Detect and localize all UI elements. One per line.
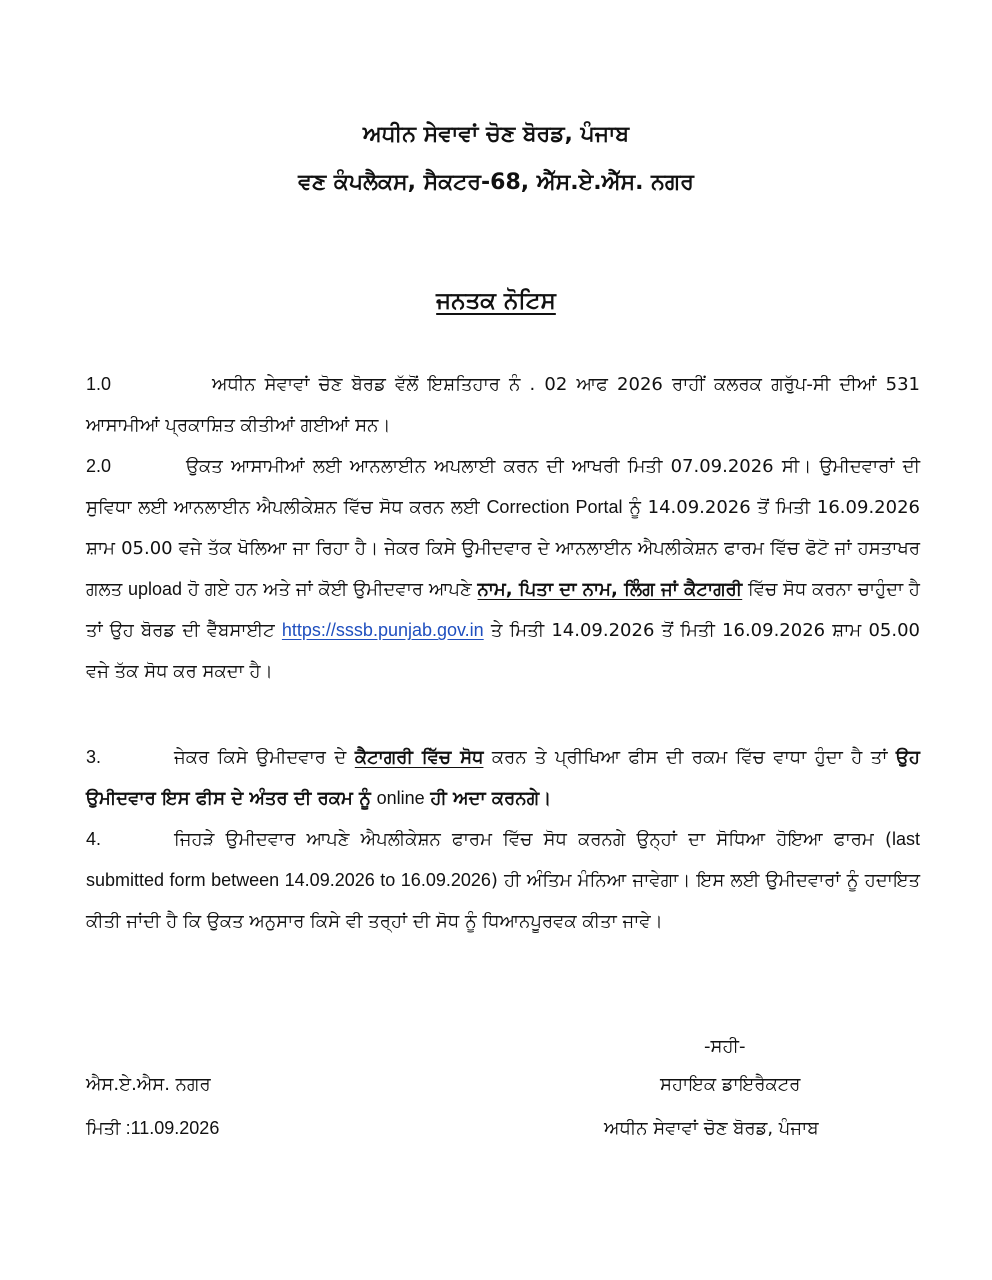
paragraph-text-a: ਉਕਤ ਆਸਾਮੀਆਂ ਲਈ ਆਨਲਾਈਨ ਅਪਲਾਈ ਕਰਨ ਦੀ ਆਖਰੀ ਮਿਤੀ 07.09.2026 ਸੀ। ਉਮੀਦਵਾਰਾਂ ਦੀ ਸੁਵਿਧਾ ਲਈ ਆਨਲਾਈਨ ਐਪਲੀਕੇਸ਼ਨ ਵਿੱਚ ਸੋਧ ਕਰਨ ਲਈ [86, 456, 920, 518]
paragraph-4 [86, 819, 920, 942]
paragraph-2 [86, 446, 920, 692]
paragraph-number: 3. [86, 747, 102, 767]
header-address: ਵਣ ਕੰਪਲੈਕਸ, ਸੈਕਟਰ-68, ਐੱਸ.ਏ.ਐੱਸ. ਨਗਰ [298, 170, 694, 195]
paragraph-text: ਅਧੀਨ ਸੇਵਾਵਾਂ ਚੋਣ ਬੋਰਡ ਵੱਲੋਂ ਇਸ਼ਤਿਹਾਰ ਨੰ . 02 ਆਫ 2026 ਰਾਹੀਂ ਕਲਰਕ ਗਰੁੱਪ-ਸੀ ਦੀਆਂ 531 ਆਸਾਮੀਆਂ ਪ੍ਰਕਾਸ਼ਿਤ ਕੀਤੀਆਂ ਗਈਆਂ ਸਨ। [86, 374, 920, 436]
paragraph-text-b: ਨੂੰ 14.09.2026 ਤੋਂ ਮਿਤੀ 16.09.2026 ਸ਼ਾਮ 05.00 ਵਜੇ ਤੱਕ ਖੋਲਿਆ ਜਾ ਰਿਹਾ ਹੈ। ਜੇਕਰ ਕਿਸੇ ਉਮੀਦਵਾਰ ਦੇ ਆਨਲਾਈਨ ਐਪਲੀਕੇਸ਼ਨ ਫਾਰਮ ਵਿੱਚ ਫੋਟੋ ਜਾਂ ਹਸਤਾਖਰ ਗਲਤ [86, 497, 920, 600]
issue-date: ਮਿਤੀ :11.09.2026 [86, 1118, 220, 1138]
notice-title-text: ਜਨਤਕ ਨੋਟਿਸ [436, 288, 556, 314]
upload-text: upload [128, 579, 183, 599]
paragraph-number: 4. [86, 829, 102, 849]
editable-fields-text: ਨਾਮ, ਪਿਤਾ ਦਾ ਨਾਮ, ਲਿੰਗ ਜਾਂ ਕੈਟਾਗਰੀ [477, 579, 743, 600]
header-board-name: ਅਧੀਨ ਸੇਵਾਵਾਂ ਚੋਣ ਬੋਰਡ, ਪੰਜਾਬ [362, 122, 630, 147]
fee-difference-text: ਉਹ ਉਮੀਦਵਾਰ ਇਸ ਫੀਸ ਦੇ ਅੰਤਰ ਦੀ ਰਕਮ ਨੂੰ [86, 747, 920, 809]
signed-mark: -ਸਹੀ- [704, 1036, 746, 1057]
paragraph-text-a: ਜਿਹੜੇ ਉਮੀਦਵਾਰ ਆਪਣੇ ਐਪਲੀਕੇਸ਼ਨ ਫਾਰਮ ਵਿੱਚ ਸੋਧ ਕਰਨਗੇ ਉਨ੍ਹਾਂ ਦਾ ਸੋਧਿਆ ਹੋਇਆ ਫਾਰਮ ( [174, 829, 892, 850]
paragraph-text-b: ਕਰਨ ਤੇ ਪ੍ਰੀਖਿਆ ਫੀਸ ਦੀ ਰਕਮ ਵਿੱਚ ਵਾਧਾ ਹੁੰਦਾ ਹੈ ਤਾਂ [491, 747, 888, 768]
paragraph-number: 2.0 [86, 456, 112, 476]
paragraph-text-c: ਹੋ ਗਏ ਹਨ ਅਤੇ ਜਾਂ ਕੋਈ ਉਮੀਦਵਾਰ ਆਪਣੇ [187, 579, 472, 600]
signatory-role: ਸਹਾਇਕ ਡਾਇਰੈਕਟਰ [660, 1074, 801, 1095]
paragraph-number: 1.0 [86, 374, 112, 394]
paragraph-text-a: ਜੇਕਰ ਕਿਸੇ ਉਮੀਦਵਾਰ ਦੇ [174, 747, 347, 768]
correction-portal-text: Correction Portal [486, 497, 623, 517]
website-link[interactable]: https://sssb.punjab.gov.in [281, 620, 484, 640]
category-correction-text: ਕੈਟਾਗਰੀ ਵਿੱਚ ਸੋਧ [354, 747, 484, 768]
last-submitted-text: last submitted form between 14.09.2026 to 16.09.2026 [86, 829, 920, 890]
paragraph-text-d: ਵਿੱਚ ਸੋਧ ਕਰਨਾ ਚਾਹੁੰਦਾ ਹੈ ਤਾਂ ਉਹ ਬੋਰਡ ਦੀ ਵੈੱਬਸਾਈਟ [86, 579, 920, 641]
paragraph-text-b: ) ਹੀ ਅੰਤਿਮ ਮੰਨਿਆ ਜਾਵੇਗਾ। ਇਸ ਲਈ ਉਮੀਦਵਾਰਾਂ ਨੂੰ ਹਦਾਇਤ ਕੀਤੀ ਜਾਂਦੀ ਹੈ ਕਿ ਉਕਤ ਅਨੁਸਾਰ ਕਿਸੇ ਵੀ ਤਰ੍ਹਾਂ ਦੀ ਸੋਧ ਨੂੰ ਧਿਆਨਪੂਰਵਕ ਕੀਤਾ ਜਾਵੇ। [86, 870, 920, 932]
paragraph-3 [86, 737, 920, 819]
paragraph-text-c: ਹੀ ਅਦਾ ਕਰਨਗੇ। [430, 788, 552, 809]
online-text: online [376, 788, 425, 808]
issue-place: ਐਸ.ਏ.ਐਸ. ਨਗਰ [86, 1074, 211, 1095]
notice-title [0, 288, 992, 314]
signatory-organization: ਅਧੀਨ ਸੇਵਾਵਾਂ ਚੋਣ ਬੋਰਡ, ਪੰਜਾਬ [604, 1118, 819, 1139]
paragraph-1 [86, 364, 920, 446]
paragraph-text-e: ਤੇ ਮਿਤੀ 14.09.2026 ਤੋਂ ਮਿਤੀ 16.09.2026 ਸ਼ਾਮ 05.00 ਵਜੇ ਤੱਕ ਸੋਧ ਕਰ ਸਕਦਾ ਹੈ। [86, 620, 920, 682]
